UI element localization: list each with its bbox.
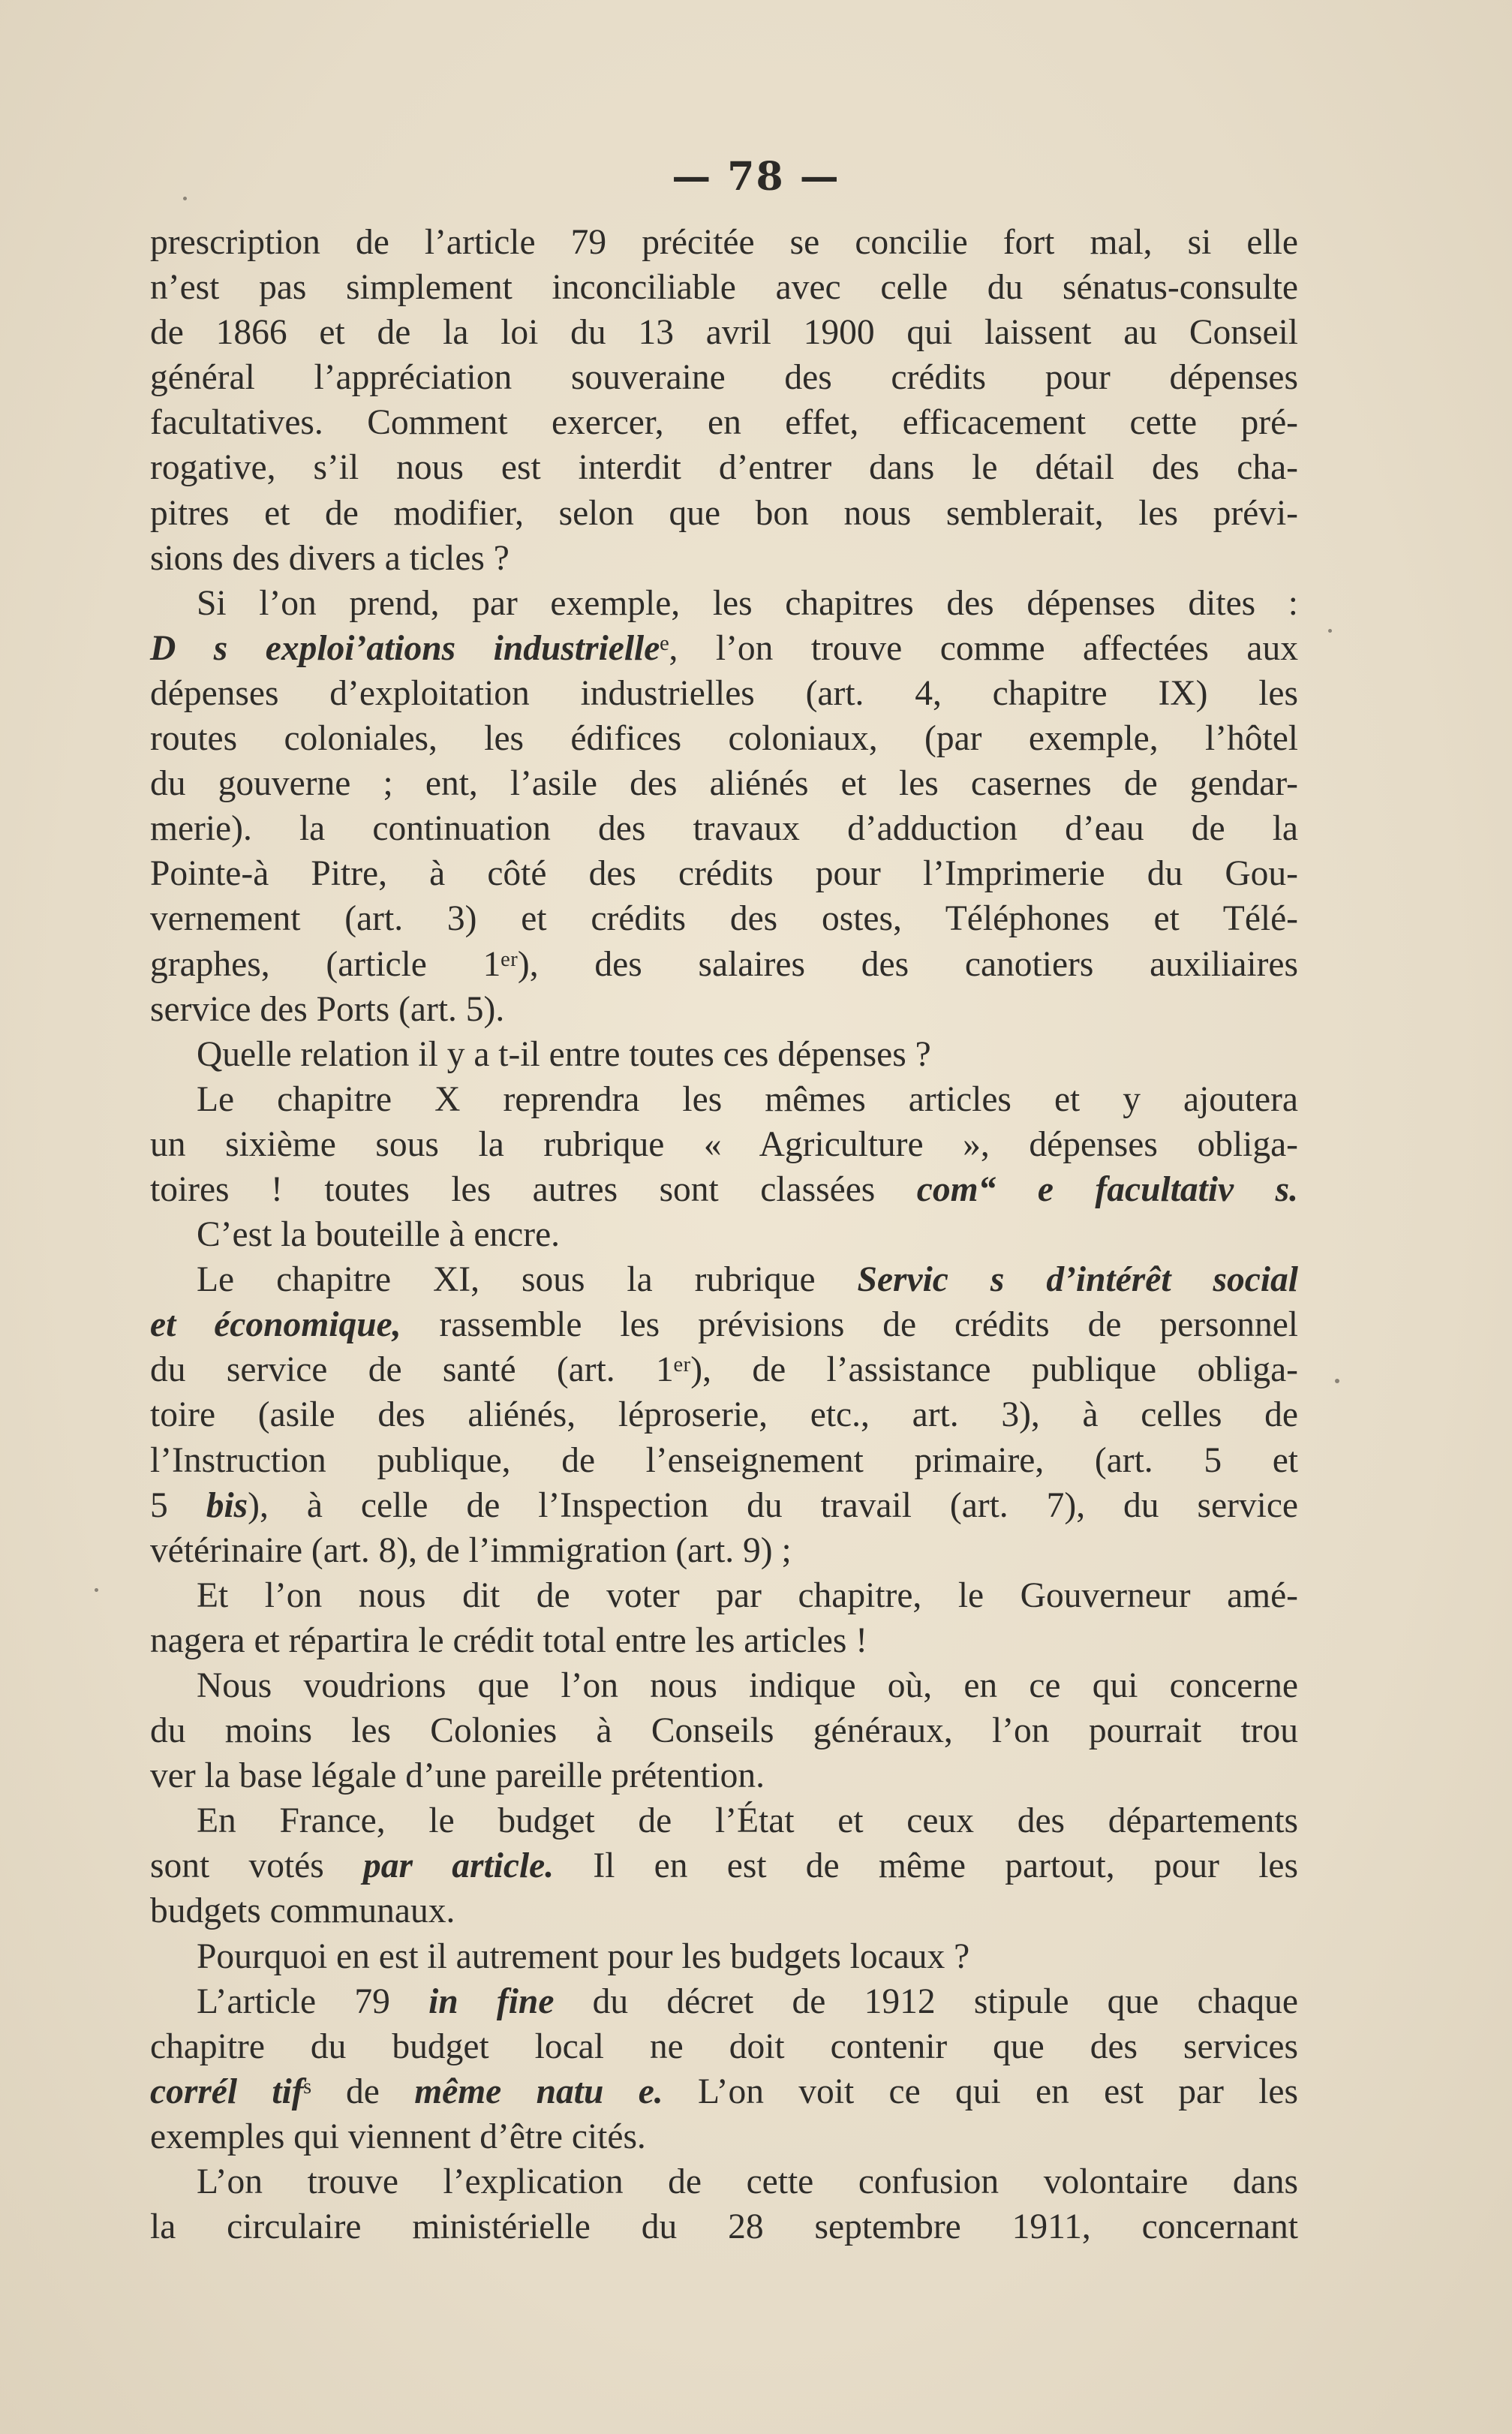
text-line <box>150 1843 1298 1888</box>
text-line <box>150 220 1298 265</box>
text-segment: merie). la continuation des travaux d’adduction d’eau de la <box>150 809 1298 849</box>
text-line <box>150 1347 1298 1392</box>
text-line <box>150 1302 1298 1347</box>
text-segment: exemples qui viennent d’être cités. <box>150 2117 646 2156</box>
text-segment: de 1866 et de la loi du 13 avril 1900 qui laissent au Conseil <box>150 313 1298 353</box>
text-line <box>150 1122 1298 1167</box>
text-segment: un sixième sous la rubrique « Agriculture », dépenses obliga- <box>150 1124 1298 1164</box>
italic-text-segment: corrél tif <box>150 2071 304 2111</box>
text-segment: l’Instruction publique, de l’enseignement primaire, (art. 5 et <box>150 1440 1298 1480</box>
text-segment: Et l’on nous dit de voter par chapitre, le Gouverneur amé- <box>197 1575 1298 1615</box>
text-line <box>150 1257 1298 1302</box>
text-segment: pitres et de modifier, selon que bon nous semblerait, les prévi- <box>150 493 1298 533</box>
text-segment: ), à celle de l’Inspection du travail (art. 7), du service <box>248 1485 1298 1525</box>
text-segment: ˢ de <box>303 2071 415 2111</box>
italic-text-segment: com“ e facultativ s. <box>916 1169 1298 1209</box>
text-segment: du gouverne ; ent, l’asile des aliénés et les casernes de gendar- <box>150 764 1298 804</box>
text-line <box>150 355 1298 400</box>
text-line <box>150 1167 1298 1212</box>
text-segment: rogative, s’il nous est interdit d’entrer dans le détail des cha- <box>150 448 1298 488</box>
text-line <box>150 581 1298 626</box>
text-line <box>150 1212 1298 1257</box>
text-line <box>150 310 1298 355</box>
text-line <box>150 2159 1298 2204</box>
text-segment: L’on voit ce qui en est par les <box>663 2071 1298 2111</box>
text-segment: sions des divers a ticles ? <box>150 538 510 578</box>
text-segment: Si l’on prend, par exemple, les chapitres des dépenses dites : <box>197 583 1298 623</box>
text-line <box>150 400 1298 445</box>
body-text <box>150 220 1298 2249</box>
text-line <box>150 1979 1298 2024</box>
text-segment: général l’appréciation souveraine des crédits pour dépenses <box>150 358 1298 398</box>
text-line <box>150 2069 1298 2114</box>
text-line <box>150 851 1298 896</box>
text-segment: ᵉ, l’on trouve comme affectées aux <box>660 628 1298 668</box>
ink-speck <box>1328 629 1332 633</box>
text-segment: En France, le budget de l’État et ceux des départements <box>197 1801 1298 1841</box>
text-segment: facultatives. Comment exercer, en effet, efficacement cette pré- <box>150 403 1298 443</box>
text-line <box>150 942 1298 987</box>
text-line <box>150 1573 1298 1618</box>
text-line <box>150 987 1298 1032</box>
text-line <box>150 626 1298 671</box>
text-segment: Le chapitre XI, sous la rubrique <box>197 1260 858 1300</box>
text-segment: Nous voudrions que l’on nous indique où, en ce qui concerne <box>197 1666 1298 1705</box>
text-line <box>150 2204 1298 2249</box>
text-line <box>150 1392 1298 1437</box>
text-segment: Pointe-à Pitre, à côté des crédits pour l’Imprimerie du Gou- <box>150 854 1298 894</box>
text-line <box>150 1798 1298 1843</box>
text-segment: ver la base légale d’une pareille prétention. <box>150 1756 765 1796</box>
text-line <box>150 671 1298 716</box>
text-line <box>150 491 1298 536</box>
italic-text-segment: et économique, <box>150 1305 401 1345</box>
text-segment: budgets communaux. <box>150 1891 455 1931</box>
italic-text-segment: in fine <box>428 1981 555 2021</box>
text-segment: Le chapitre X reprendra les mêmes articles et y ajoutera <box>197 1079 1298 1119</box>
italic-text-segment: D s exploi’ations industrielle <box>150 628 660 668</box>
text-segment: Quelle relation il y a t-il entre toutes ces dépenses ? <box>197 1034 931 1074</box>
text-segment: n’est pas simplement inconciliable avec celle du sénatus-consulte <box>150 268 1298 308</box>
italic-text-segment: Servic s d’intérêt social <box>857 1260 1298 1300</box>
text-segment: service des Ports (art. 5). <box>150 989 505 1029</box>
text-segment: L’on trouve l’explication de cette confusion volontaire dans <box>197 2162 1298 2202</box>
text-line <box>150 896 1298 941</box>
text-line <box>150 1438 1298 1483</box>
text-line <box>150 1483 1298 1528</box>
text-segment: la circulaire ministérielle du 28 septembre 1911, concernant <box>150 2207 1298 2247</box>
text-line <box>150 1663 1298 1708</box>
text-line <box>150 806 1298 851</box>
text-segment: dépenses d’exploitation industrielles (art. 4, chapitre IX) les <box>150 673 1298 713</box>
text-line <box>150 716 1298 761</box>
text-line <box>150 2024 1298 2069</box>
text-line <box>150 1708 1298 1753</box>
text-segment: nagera et répartira le crédit total entre les articles ! <box>150 1620 868 1660</box>
text-line <box>150 1888 1298 1933</box>
text-line <box>150 1077 1298 1122</box>
text-line <box>150 1934 1298 1979</box>
text-segment: du service de santé (art. 1ᵉʳ), de l’assistance publique obliga- <box>150 1350 1298 1390</box>
text-line <box>150 2114 1298 2159</box>
italic-text-segment: même natu e. <box>414 2071 663 2111</box>
text-segment: vétérinaire (art. 8), de l’immigration (art. 9) ; <box>150 1530 792 1570</box>
text-segment: sont votés <box>150 1846 363 1886</box>
text-line <box>150 1618 1298 1663</box>
text-segment: chapitre du budget local ne doit contenir que des services <box>150 2026 1298 2066</box>
text-segment: L’article 79 <box>197 1981 429 2021</box>
text-segment: du décret de 1912 stipule que chaque <box>554 1981 1298 2021</box>
text-line <box>150 265 1298 310</box>
text-line <box>150 1753 1298 1798</box>
text-segment: toire (asile des aliénés, léproserie, etc., art. 3), à celles de <box>150 1395 1298 1435</box>
ink-speck <box>95 1588 98 1592</box>
text-segment: Il en est de même partout, pour les <box>554 1846 1298 1886</box>
text-segment: vernement (art. 3) et crédits des ostes, Téléphones et Télé- <box>150 899 1298 939</box>
page-number: — 78 — <box>672 154 840 200</box>
text-segment: graphes, (article 1ᵉʳ), des salaires des canotiers auxiliaires <box>150 944 1298 984</box>
italic-text-segment: bis <box>206 1485 248 1525</box>
text-line <box>150 1032 1298 1077</box>
ink-speck <box>1335 1379 1339 1383</box>
text-segment: rassemble les prévisions de crédits de personnel <box>401 1305 1299 1345</box>
text-segment: C’est la bouteille à encre. <box>197 1215 561 1255</box>
text-line <box>150 536 1298 581</box>
text-segment: du moins les Colonies à Conseils généraux, l’on pourrait trou <box>150 1711 1298 1751</box>
text-segment: prescription de l’article 79 précitée se concilie fort mal, si elle <box>150 223 1298 262</box>
text-line <box>150 445 1298 490</box>
text-segment: routes coloniales, les édifices coloniaux, (par exemple, l’hôtel <box>150 719 1298 759</box>
italic-text-segment: par article. <box>362 1846 555 1886</box>
text-segment: Pourquoi en est il autrement pour les budgets locaux ? <box>197 1936 970 1976</box>
ink-speck <box>183 197 187 200</box>
text-line <box>150 761 1298 806</box>
text-line <box>150 1528 1298 1573</box>
text-segment: 5 <box>150 1485 206 1525</box>
text-segment: toires ! toutes les autres sont classées <box>150 1169 917 1209</box>
